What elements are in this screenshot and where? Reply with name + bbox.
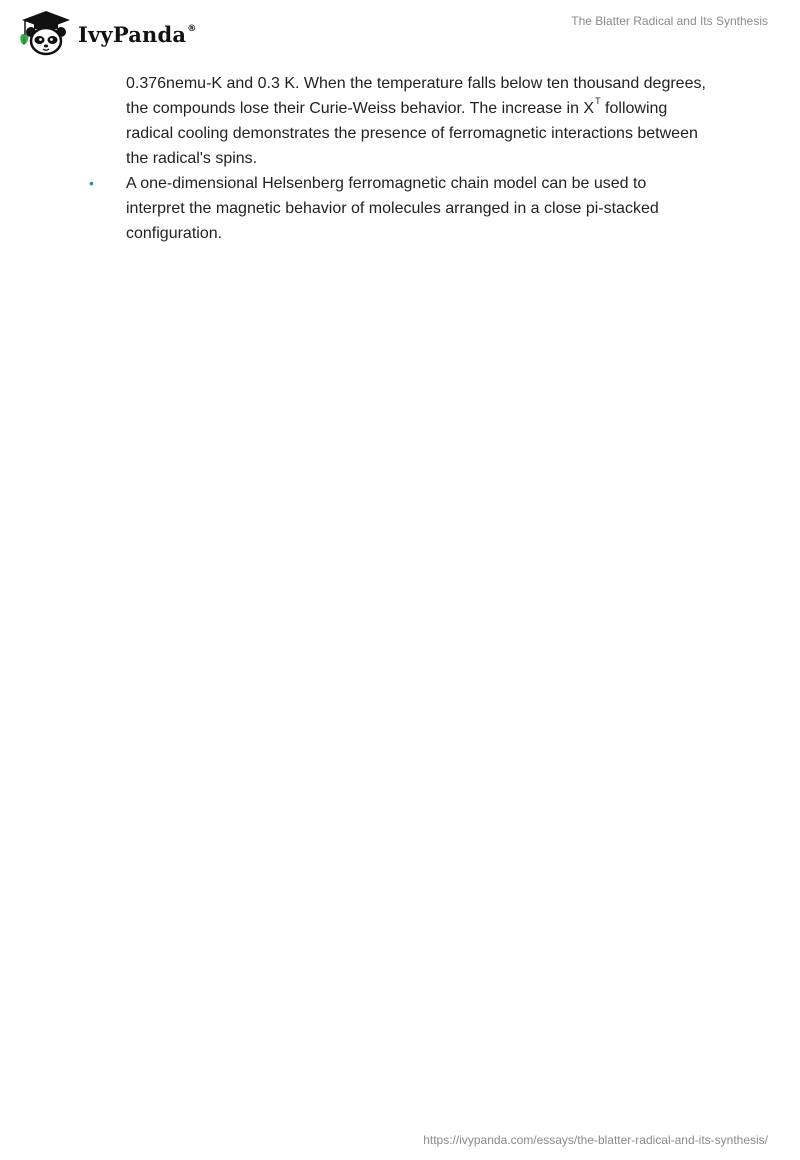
paragraph-continuation [126, 71, 706, 171]
panda-graduate-logo-icon [16, 8, 76, 58]
document-body [89, 71, 706, 246]
list-item-text: A one-dimensional Helsenberg ferromagnetic chain model can be used to interpret the magnetic behavior of molecules arranged in a close pi-stacked configuration. [126, 175, 659, 242]
logo-wordmark [78, 22, 196, 47]
list-item [89, 171, 706, 246]
superscript-t: T [595, 95, 601, 106]
registered-mark: ® [187, 23, 197, 34]
paragraph-text-end: following radical cooling demonstrates the presence of ferromagnetic interactions between the radical's spins. [126, 100, 698, 167]
bullet-icon: • [89, 175, 94, 191]
paragraph-text: 0.376nemu-K and 0.3 K. When the temperature falls below ten thousand degrees, the compounds lose their Curie-Weiss behavior. The increase in X [126, 75, 706, 117]
footer-source-link[interactable]: https://ivypanda.com/essays/the-blatter-radical-and-its-synthesis/ [423, 1133, 768, 1147]
document-title: The Blatter Radical and Its Synthesis [571, 14, 768, 28]
ivypanda-logo[interactable] [16, 8, 196, 58]
logo-name: IvyPanda [78, 21, 187, 47]
page-header [0, 0, 800, 70]
